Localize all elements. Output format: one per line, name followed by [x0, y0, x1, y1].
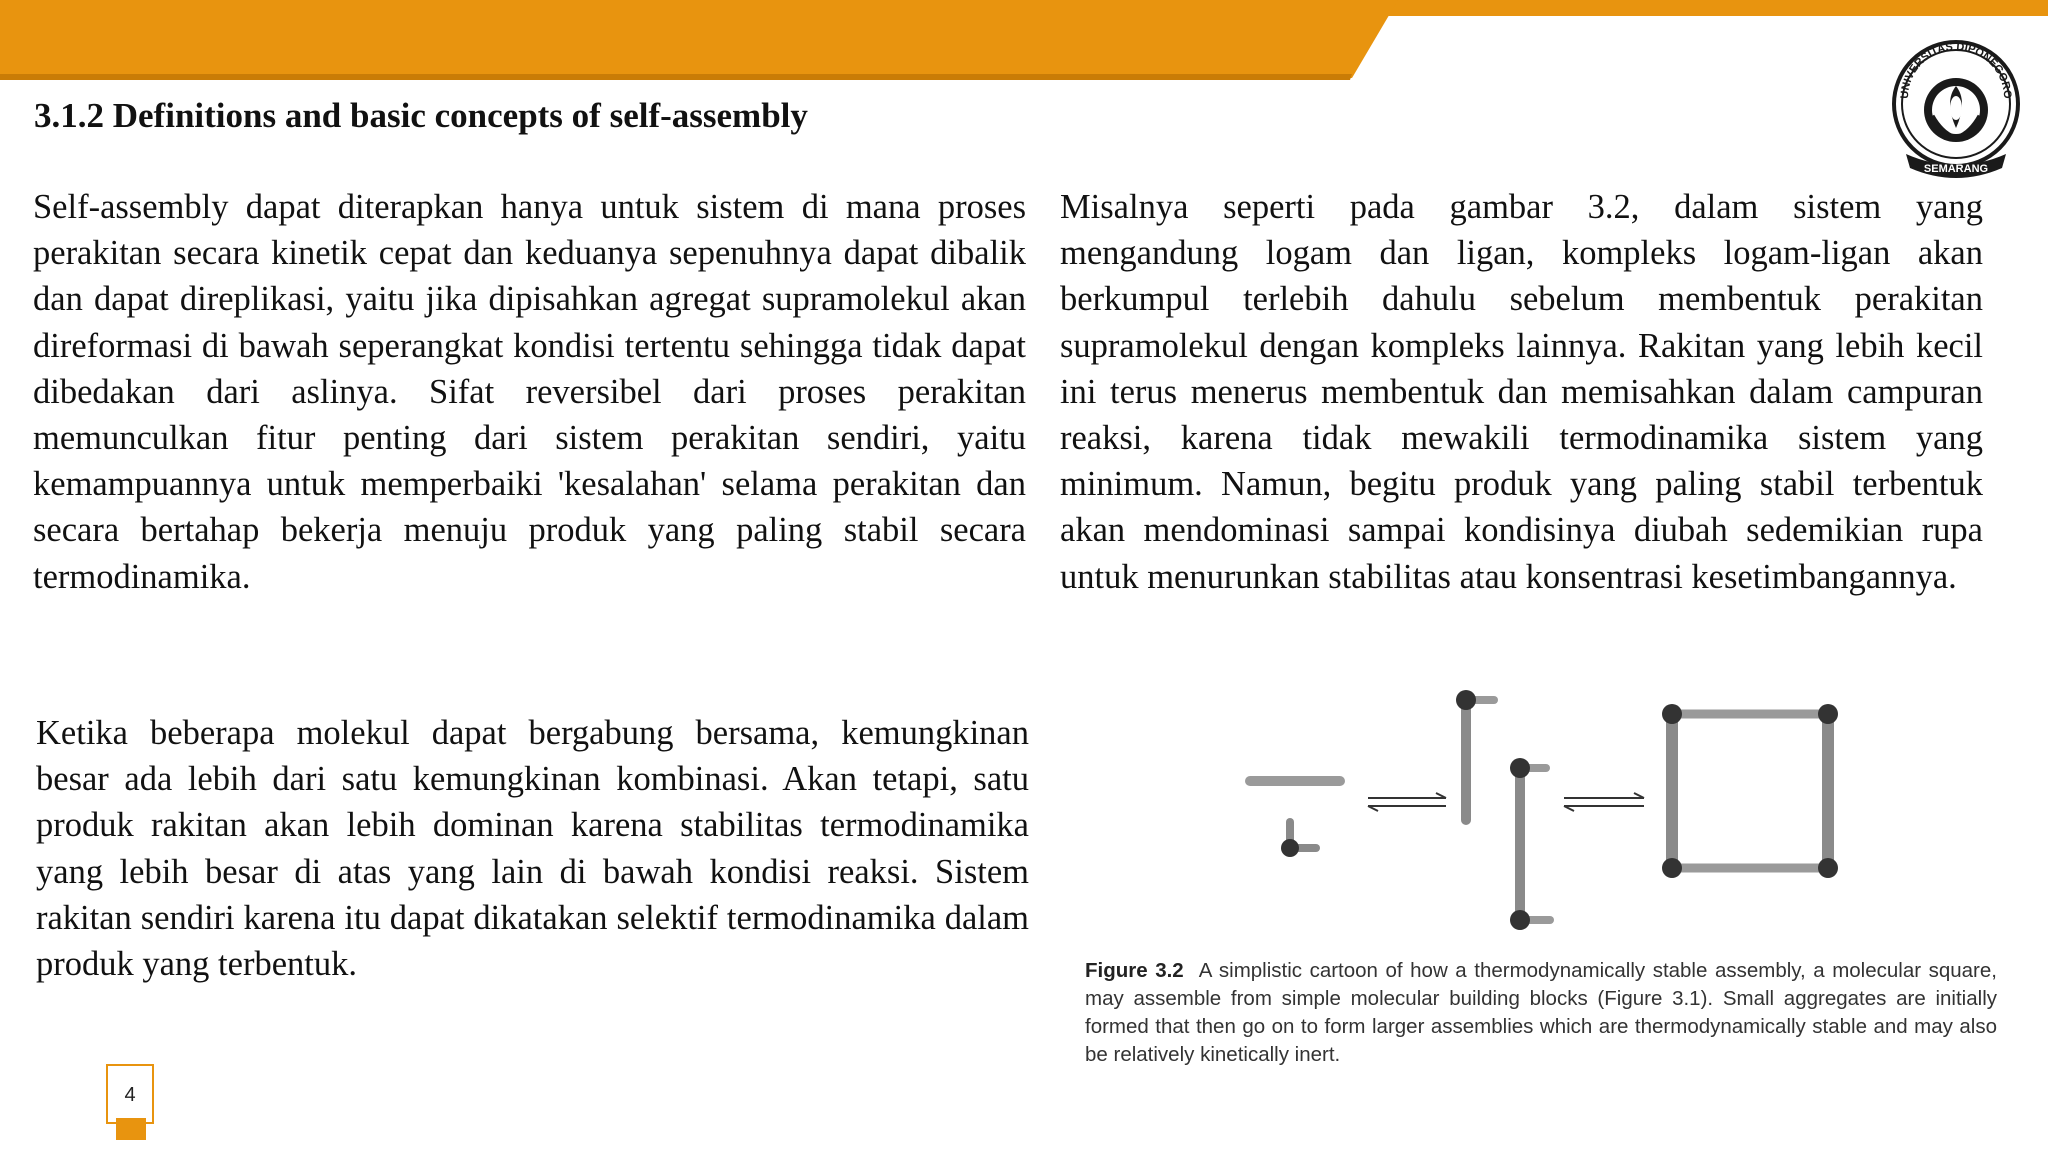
- molecular-square-figure: [1220, 680, 1880, 950]
- page-number: 4: [124, 1084, 136, 1106]
- figure-label: Figure 3.2: [1085, 959, 1184, 982]
- page-number-tab: [116, 1118, 146, 1140]
- university-seal-logo: [1886, 30, 2026, 190]
- figure-caption: [1085, 957, 1997, 1069]
- top-banner: [0, 0, 2048, 80]
- paragraph-left-2: Ketika beberapa molekul dapat bergabung bersama, kemungkinan besar ada lebih dari satu kemungkinan kombinasi. Akan tetapi, satu produk rakitan akan lebih dominan karena stabilitas termodinamika yang lebih besar di atas yang lain di bawah kondisi reaksi. Sistem rakitan sendiri karena itu dapat dikatakan selektif termodinamika dalam produk yang terbentuk.: [36, 714, 1029, 984]
- paragraph-right-1: Misalnya seperti pada gambar 3.2, dalam sistem yang mengandung logam dan ligan, kompleks logam-ligan akan berkumpul terlebih dahulu sebelum membentuk perakitan supramolekul dengan kompleks lainnya. Rakitan yang lebih kecil ini terus menerus membentuk dan memisahkan dalam campuran reaksi, karena tidak mewakili termodinamika sistem yang minimum. Namun, begitu produk yang paling stabil terbentuk akan mendominasi sampai kondisinya diubah sedemikian rupa untuk menurunkan stabilitas atau konsentrasi kesetimbangannya.: [1060, 188, 1983, 596]
- figure-caption-text: A simplistic cartoon of how a thermodynamically stable assembly, a molecular square, may assemble from simple molecular building blocks (Figure 3.1). Small aggregates are initially formed that then go on to form larger assemblies which are thermodynamically stable and may also be relatively kinetically inert.: [1085, 959, 1997, 1066]
- paragraph-left-1: Self-assembly dapat diterapkan hanya untuk sistem di mana proses perakitan secara kinetik cepat dan keduanya sepenuhnya dapat dibalik dan dapat direplikasi, yaitu jika dipisahkan agregat supramolekul akan direformasi di bawah seperangkat kondisi tertentu sehingga tidak dapat dibedakan dari aslinya. Sifat reversibel dari proses perakitan memunculkan fitur penting dari sistem perakitan sendiri, yaitu kemampuannya untuk memperbaiki 'kesalahan' selama perakitan dan secara bertahap bekerja menuju produk yang paling stabil secara termodinamika.: [33, 188, 1026, 596]
- page-number-box: [106, 1064, 154, 1124]
- slide-heading: 3.1.2 Definitions and basic concepts of self-assembly: [34, 96, 808, 135]
- logo-text-top: UNIVERSITAS DIPONEGORO: [1898, 40, 2014, 100]
- logo-text-bottom: SEMARANG: [1923, 163, 1989, 175]
